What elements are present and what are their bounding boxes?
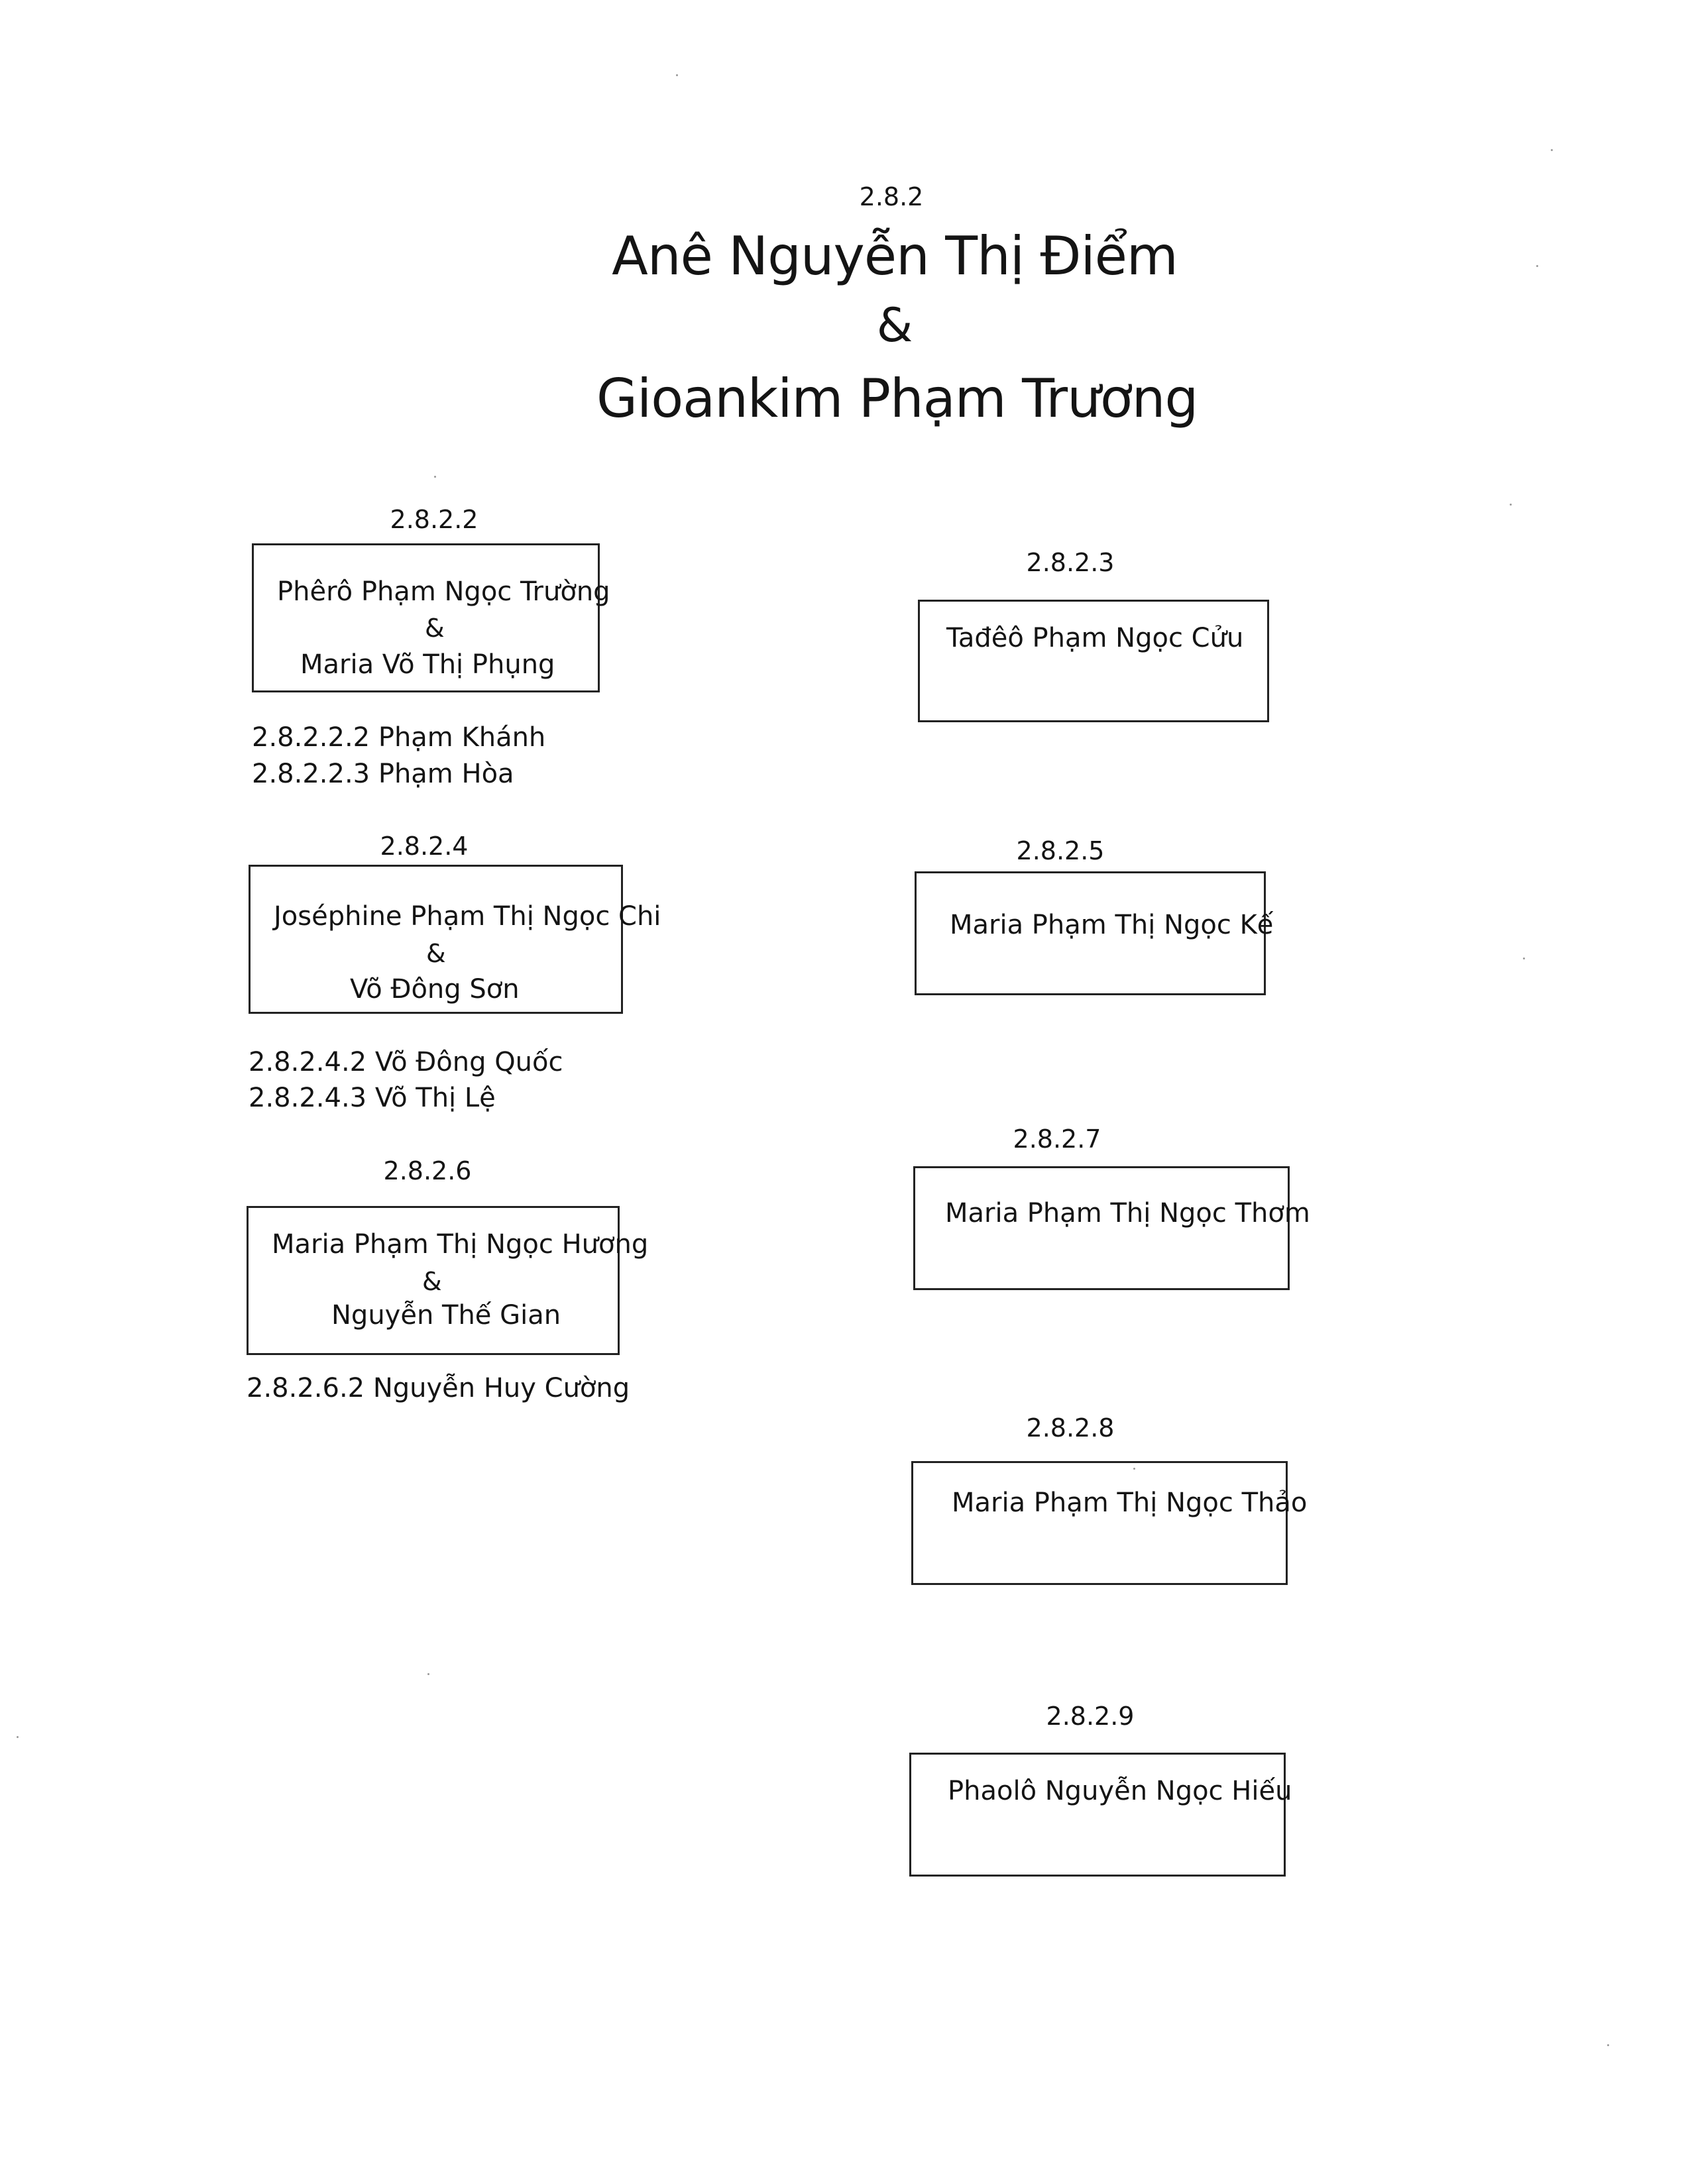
header-ampersand: & (876, 298, 913, 353)
scan-speck (17, 1736, 19, 1738)
spouse-name: Nguyễn Thế Gian (331, 1300, 561, 1331)
spouse-name: Võ Đông Sơn (350, 974, 520, 1005)
person-name: Maria Phạm Thị Ngọc Kế (950, 910, 1274, 940)
family-code: 2.8.2.5 (1016, 836, 1105, 865)
family-box (909, 1753, 1292, 1877)
person-name: Maria Phạm Thị Ngọc Hương (272, 1229, 649, 1260)
person-name: Maria Phạm Thị Ngọc Thơm (945, 1198, 1310, 1228)
scan-speck (1133, 1468, 1135, 1470)
child-entry: 2.8.2.6.2 Nguyễn Huy Cường (247, 1373, 630, 1403)
scan-speck (1536, 265, 1538, 267)
scan-speck (434, 476, 436, 478)
scan-speck (1607, 2044, 1609, 2046)
child-entry: 2.8.2.4.2 Võ Đông Quốc (249, 1047, 563, 1077)
family-code: 2.8.2.8 (1026, 1413, 1115, 1443)
spouse-name: Maria Võ Thị Phụng (300, 649, 555, 680)
child-entry: 2.8.2.2.3 Phạm Hòa (252, 759, 514, 789)
scan-speck (1523, 957, 1525, 959)
family-box (247, 1206, 649, 1355)
scan-speck (427, 1673, 429, 1675)
family-code: 2.8.2.4 (380, 832, 469, 861)
family-box (249, 865, 661, 1014)
child-entry: 2.8.2.2.2 Phạm Khánh (252, 722, 546, 753)
header-name-1: Anê Nguyễn Thị Điểm (612, 225, 1178, 287)
person-name: Phêrô Phạm Ngọc Trường (277, 576, 610, 607)
family-box (911, 1461, 1308, 1585)
person-name: Maria Phạm Thị Ngọc Thảo (952, 1488, 1308, 1518)
person-name: Phaolô Nguyễn Ngọc Hiếu (948, 1776, 1292, 1806)
family-box (252, 543, 610, 692)
ampersand: & (425, 614, 445, 643)
scan-speck (1510, 504, 1512, 506)
family-box (915, 871, 1274, 995)
scan-speck (676, 74, 678, 76)
family-code: 2.8.2.3 (1026, 548, 1115, 577)
header-code: 2.8.2 (859, 182, 924, 211)
person-name: Joséphine Phạm Thị Ngọc Chi (274, 901, 661, 932)
ampersand: & (422, 1267, 442, 1296)
family-code: 2.8.2.2 (390, 505, 478, 534)
family-box (913, 1166, 1310, 1290)
family-code: 2.8.2.6 (383, 1156, 472, 1185)
family-box (918, 600, 1269, 722)
ampersand: & (426, 939, 446, 968)
header-name-2: Gioankim Phạm Trương (596, 368, 1198, 429)
scan-speck (1551, 149, 1553, 151)
person-name: Tađêô Phạm Ngọc Cửu (946, 623, 1244, 653)
family-code: 2.8.2.9 (1046, 1702, 1135, 1731)
child-entry: 2.8.2.4.3 Võ Thị Lệ (249, 1083, 496, 1113)
family-code: 2.8.2.7 (1013, 1124, 1101, 1154)
